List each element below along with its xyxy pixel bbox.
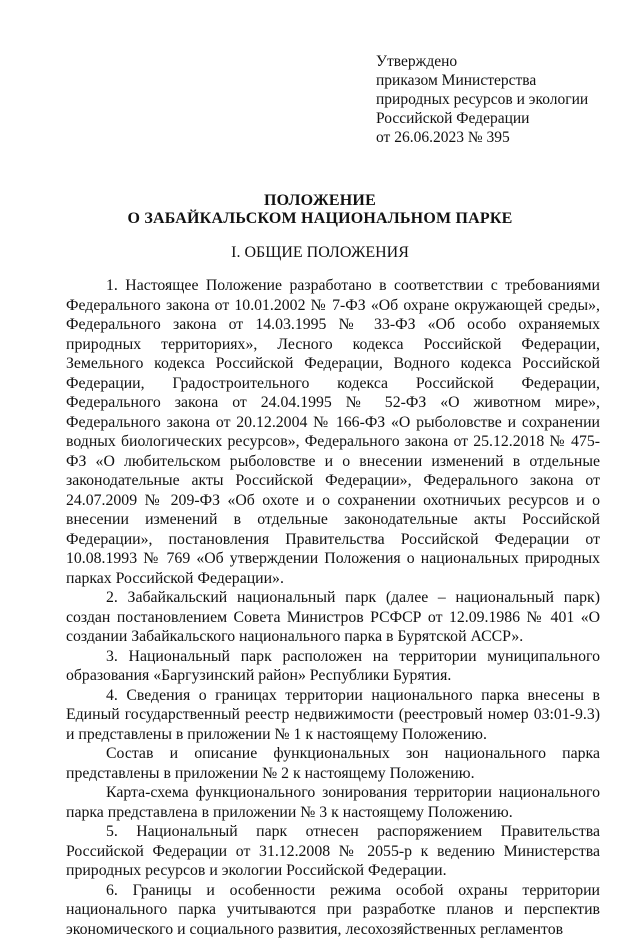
approval-stamp [376,52,588,147]
approval-line: приказом Министерства [376,71,588,90]
approval-line: от 26.06.2023 № 395 [376,128,588,147]
paragraph: Карта-схема функционального зонирования территории национального парка представлена в приложении № 3 к настоящему Положению. [66,783,600,822]
paragraph: 1. Настоящее Положение разработано в соответствии с требованиями Федерального закона от 10.01.2002 № 7-ФЗ «Об охране окружающей среды», Федерального закона от 14.03.1995 № 33-ФЗ «Об особо охраняемых природных территориях», Лесного кодекса Российской Федерации, Земельного кодекса Российской Федерации, Водного кодекса Российской Федерации, Градостроительного кодекса Российской Федерации, Федерального закона от 24.04.1995 № 52-ФЗ «О животном мире», Федерального закона от 20.12.2004 № 166-ФЗ «О рыболовстве и сохранении водных биологических ресурсов», Федерального закона от 25.12.2018 № 475-ФЗ «О любительском рыболовстве и о внесении изменений в отдельные законодательные акты Российской Федерации», Федерального закона от 24.07.2009 № 209-ФЗ «Об охоте и о сохранении охотничьих ресурсов и о внесении изменений в отдельные законодательные акты Российской Федерации», постановления Правительства Российской Федерации от 10.08.1993 № 769 «Об утверждении Положения о национальных природных парках Российской Федерации». [66,276,600,588]
paragraph: 2. Забайкальский национальный парк (далее – национальный парк) создан постановлением Совета Министров РСФСР от 12.09.1986 № 401 «О создании Забайкальского национального парка в Бурятской АССР». [66,588,600,647]
section-heading: I. ОБЩИЕ ПОЛОЖЕНИЯ [0,244,640,262]
document-subtitle: О ЗАБАЙКАЛЬСКОМ НАЦИОНАЛЬНОМ ПАРКЕ [0,210,640,228]
approval-line: Российской Федерации [376,109,588,128]
paragraph: 5. Национальный парк отнесен распоряжением Правительства Российской Федерации от 31.12.2008 № 2055-р к ведению Министерства природных ресурсов и экологии Российской Федерации. [66,822,600,881]
document-title: ПОЛОЖЕНИЕ [0,192,640,210]
document-body [66,276,600,939]
paragraph: 3. Национальный парк расположен на территории муниципального образования «Баргузинский район» Республики Бурятия. [66,647,600,686]
paragraph: Состав и описание функциональных зон национального парка представлены в приложении № 2 к настоящему Положению. [66,744,600,783]
paragraph: 4. Сведения о границах территории национального парка внесены в Единый государственный реестр недвижимости (реестровый номер 03:01-9.3) и представлены в приложении № 1 к настоящему Положению. [66,686,600,745]
approval-line: природных ресурсов и экологии [376,90,588,109]
paragraph: 6. Границы и особенности режима особой охраны территории национального парка учитываются при разработке планов и перспектив экономического и социального развития, лесохозяйственных регламентов [66,881,600,939]
approval-line: Утверждено [376,52,588,71]
